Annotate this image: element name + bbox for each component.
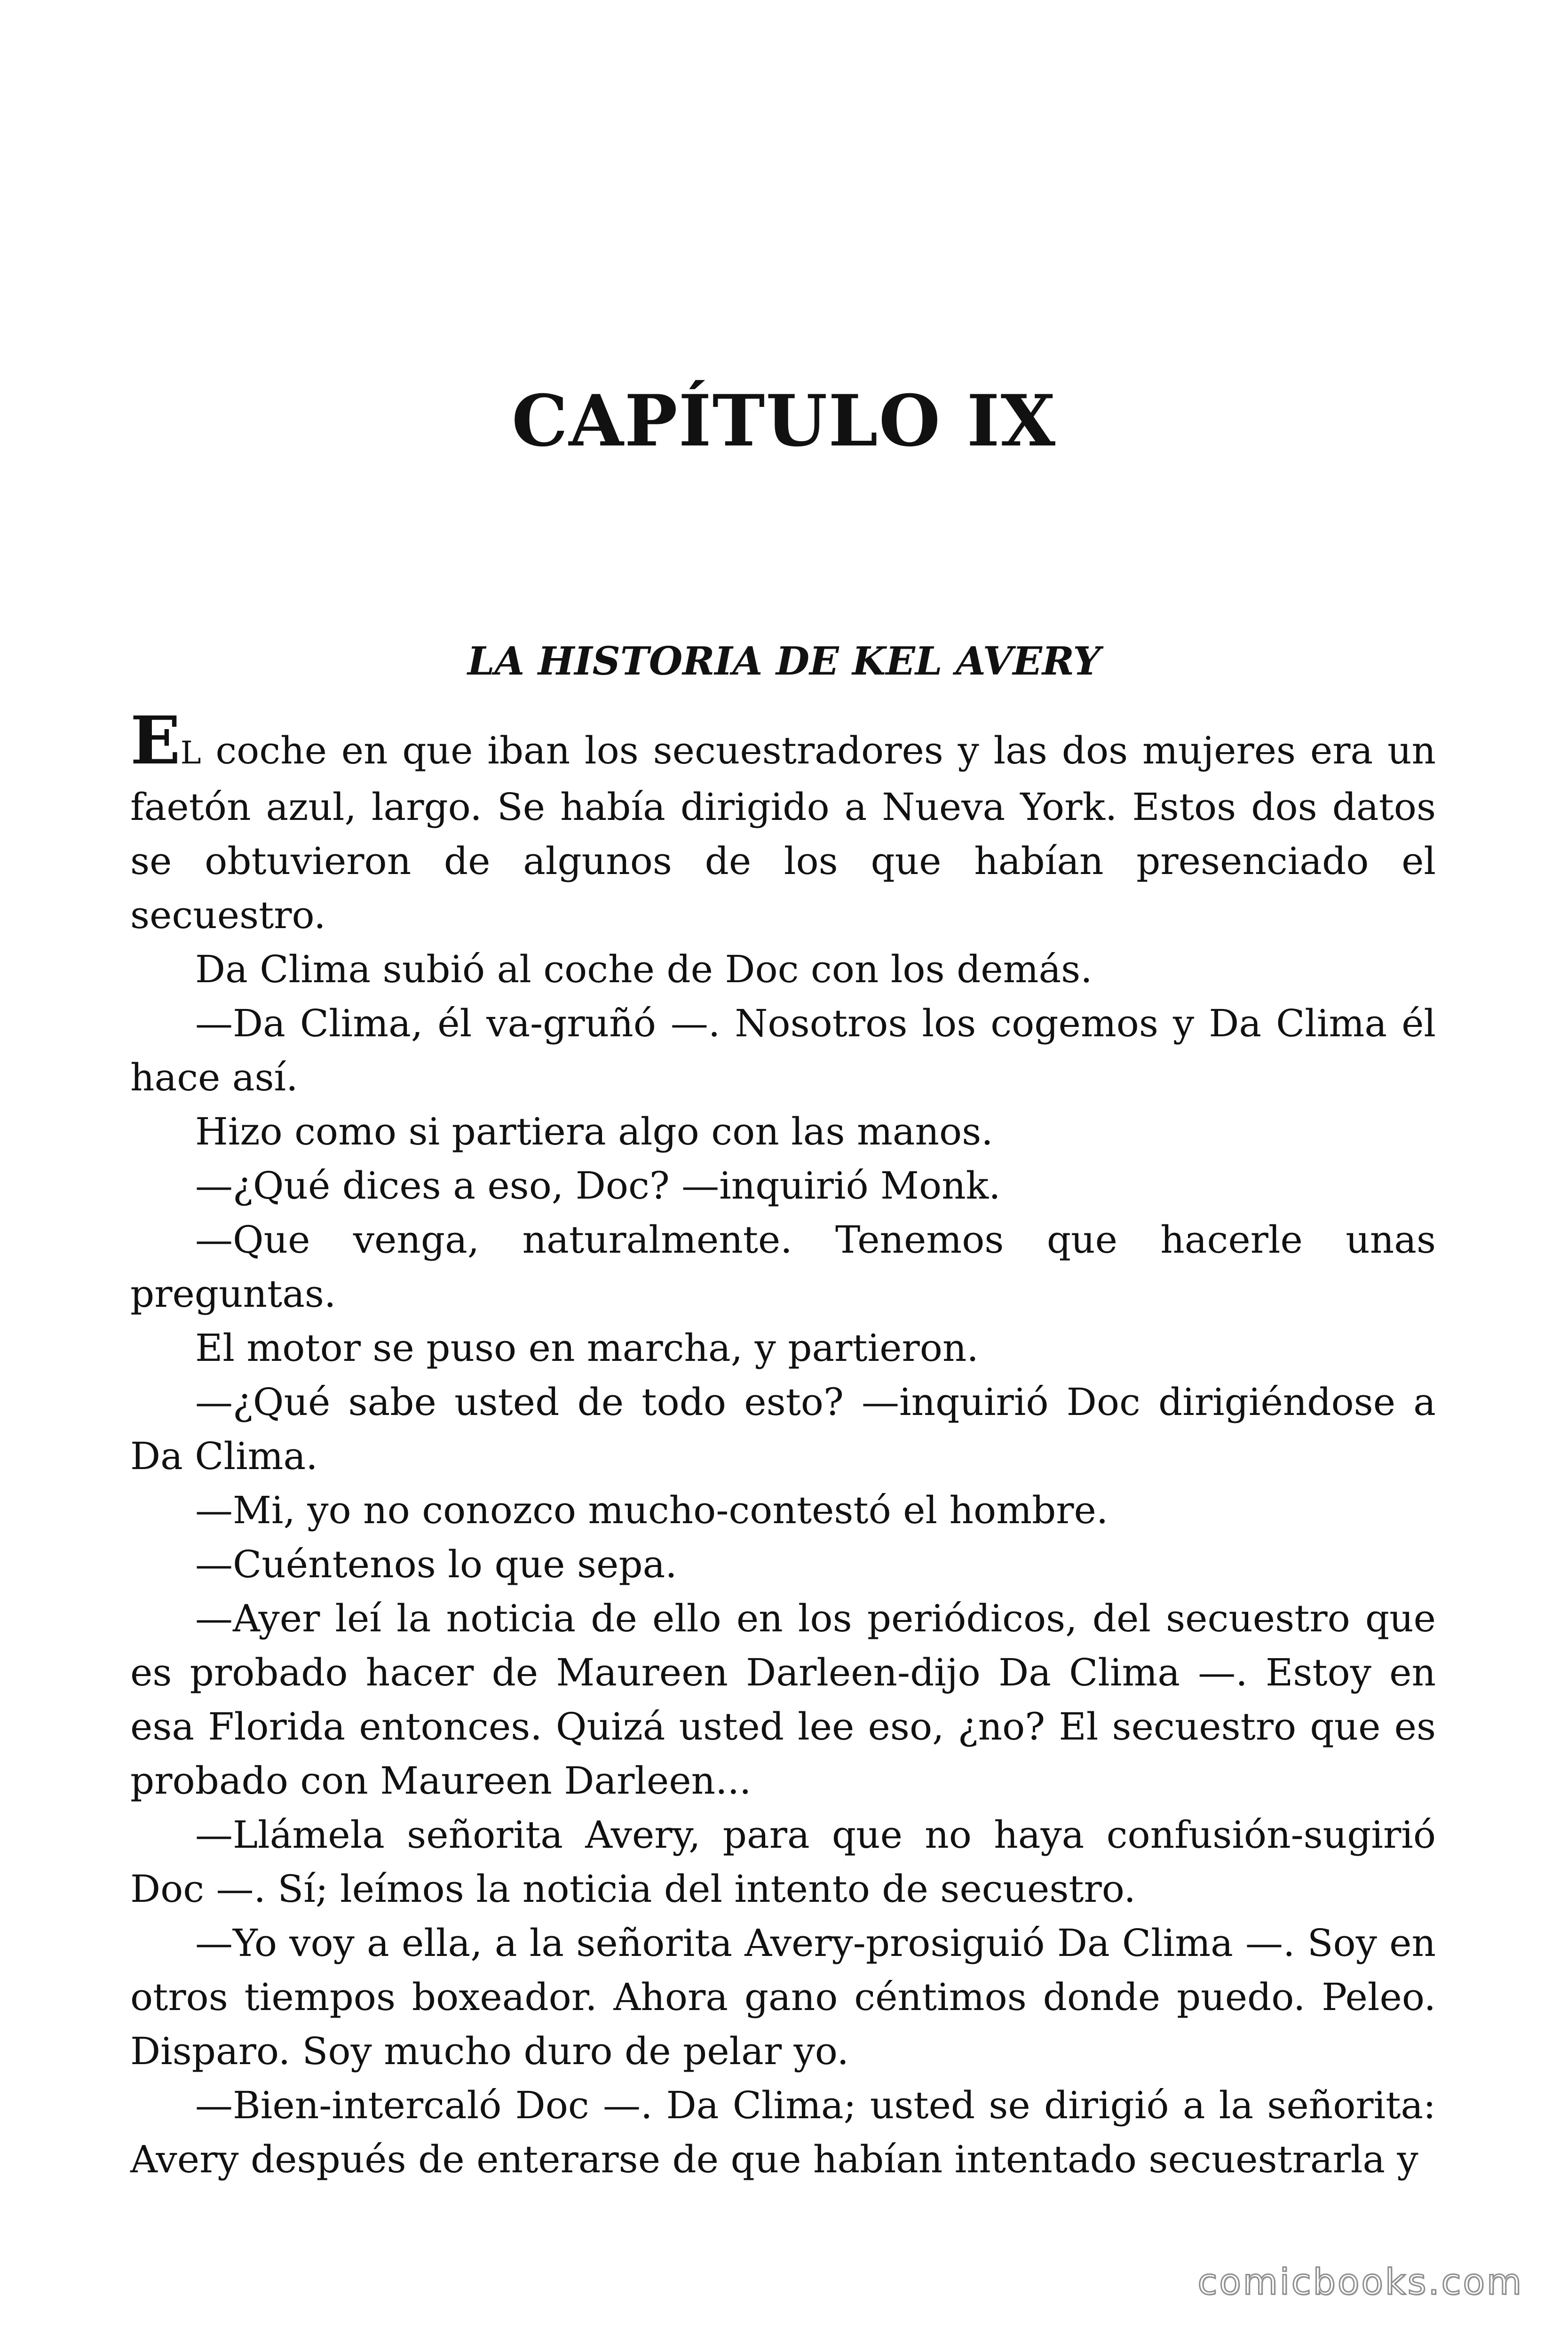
small-cap: L bbox=[180, 735, 201, 771]
first-paragraph bbox=[130, 702, 1436, 942]
paragraph: —¿Qué dices a eso, Doc? —inquirió Monk. bbox=[195, 1164, 1001, 1208]
paragraph: —Mi, yo no conozco mucho-contestó el hombre. bbox=[195, 1488, 1109, 1532]
paragraph: Hizo como si partiera algo con las manos. bbox=[195, 1110, 993, 1153]
chapter-subtitle: LA HISTORIA DE KEL AVERY bbox=[467, 639, 1101, 684]
paragraph: —Yo voy a ella, a la señorita Avery-prosiguió Da Clima —. Soy en otros tiempos boxeador. Ahora gano céntimos donde puedo. Peleo. Disparo. Soy mucho duro de pelar yo. bbox=[130, 1921, 1436, 2073]
paragraph: —Llámela señorita Avery, para que no haya confusión-sugirió Doc —. Sí; leímos la noticia del intento de secuestro. bbox=[130, 1813, 1436, 1911]
drop-cap: E bbox=[130, 702, 181, 779]
paragraph: —Da Clima, él va-gruñó —. Nosotros los cogemos y Da Clima él hace así. bbox=[130, 1001, 1436, 1099]
paragraph: —¿Qué sabe usted de todo esto? —inquirió Doc dirigiéndose a Da Clima. bbox=[130, 1380, 1436, 1478]
paragraph: —Bien-intercaló Doc —. Da Clima; usted se dirigió a la señorita: Avery después de enterarse de que habían intentado secuestrarla y bbox=[130, 2083, 1436, 2181]
paragraph: —Que venga, naturalmente. Tenemos que hacerle unas preguntas. bbox=[130, 1218, 1436, 1316]
paragraph: —Ayer leí la noticia de ello en los periódicos, del secuestro que es probado hacer de Maureen Darleen-dijo Da Clima —. Estoy en esa Florida entonces. Quizá usted lee eso, ¿no? El secuestro que es probado con Maureen Darleen... bbox=[130, 1597, 1436, 1803]
paragraph: Da Clima subió al coche de Doc con los demás. bbox=[195, 947, 1093, 991]
body-text bbox=[130, 702, 1436, 2186]
paragraph: El motor se puso en marcha, y partieron. bbox=[195, 1326, 979, 1370]
chapter-title: CAPÍTULO IX bbox=[511, 380, 1057, 462]
paragraph: —Cuéntenos lo que sepa. bbox=[195, 1542, 677, 1586]
watermark: comicbooks.com bbox=[1197, 2261, 1523, 2303]
first-paragraph-text: coche en que iban los secuestradores y las dos mujeres era un faetón azul, largo. Se había dirigido a Nueva York. Estos dos datos se obtuvieron de algunos de los que habían presenciado el secuestro. bbox=[130, 729, 1436, 937]
